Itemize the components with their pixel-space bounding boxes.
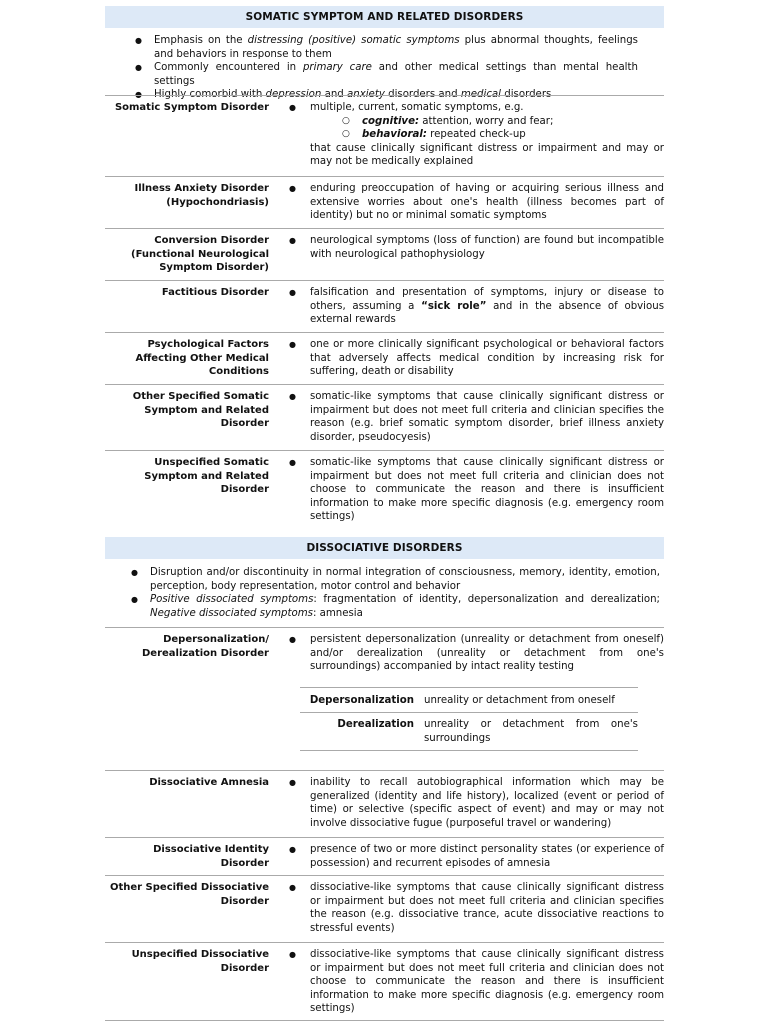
dissociative-section-title: DISSOCIATIVE DISORDERS	[105, 537, 664, 559]
bullet-icon: ●	[289, 635, 296, 644]
somatic-intro	[132, 34, 638, 102]
disorder-definition: multiple, current, somatic symptoms, e.g. ○ cognitive: attention, worry and fear; ○ behavioral: repeated check-up that cause clinically significant distress or impairment and may or may not be medically explained	[310, 101, 664, 169]
divider	[105, 942, 664, 943]
dissociative-intro-item: ● Disruption and/or discontinuity in normal integration of consciousness, memory, identity, emotion, perception, body representation, motor control and behavior	[128, 566, 660, 593]
disorder-term: Unspecified Somatic Symptom and Related Disorder	[144, 457, 269, 496]
disorder-definition: somatic-like symptoms that cause clinically significant distress or impairment but does not meet full criteria and clinician does not choose to communicate the reason and there is insufficient information to make more specific diagnosis (e.g. emergency room settings)	[310, 457, 664, 523]
disorder-term: Unspecified Dissociative Disorder	[131, 949, 269, 974]
divider	[105, 1020, 664, 1021]
bullet-icon: ●	[289, 883, 296, 892]
disorder-term: Psychological Factors Affecting Other Medical Conditions	[135, 339, 269, 378]
bullet-icon: ●	[289, 778, 296, 787]
inner-table-row	[300, 694, 638, 708]
disorder-term: Dissociative Amnesia	[149, 777, 269, 788]
inner-value: unreality or detachment from one's surroundings	[424, 719, 638, 744]
dissociative-intro-item: ● Positive dissociated symptoms: fragmentation of identity, depersonalization and derealization; Negative dissociated symptoms: amnesia	[128, 593, 660, 620]
disorder-term: Other Specified Somatic Symptom and Related Disorder	[132, 391, 269, 430]
disorder-definition: enduring preoccupation of having or acquiring serious illness and extensive worries about one's health (illness becomes part of identity) but no or minimal somatic symptoms	[310, 183, 664, 222]
somatic-intro-item: ● Commonly encountered in primary care and other medical settings than mental health settings	[132, 61, 638, 88]
sub-item: ○ cognitive: attention, worry and fear;	[342, 115, 664, 129]
disorder-term: Somatic Symptom Disorder	[114, 102, 269, 113]
disorder-definition: dissociative-like symptoms that cause clinically significant distress or impairment but does not meet full criteria and clinician does not choose to communicate the reason and there is insufficient information to make more specific diagnosis (e.g. emergency room settings)	[310, 949, 664, 1015]
divider	[105, 875, 664, 876]
divider	[105, 228, 664, 229]
bullet-icon: ●	[289, 845, 296, 854]
sub-item: ○ behavioral: repeated check-up	[342, 128, 664, 142]
bullet-icon: ●	[289, 236, 296, 245]
disorder-definition: presence of two or more distinct personality states (or experience of possession) and recurrent episodes of amnesia	[310, 844, 664, 869]
divider	[105, 770, 664, 771]
bullet-icon: ●	[289, 950, 296, 959]
dissociative-intro	[128, 566, 660, 620]
divider	[105, 95, 664, 96]
bullet-icon: ●	[289, 288, 296, 297]
somatic-section-title: SOMATIC SYMPTOM AND RELATED DISORDERS	[105, 6, 664, 28]
disorder-term: Illness Anxiety Disorder (Hypochondriasis)	[134, 183, 269, 208]
disorder-term: Depersonalization/ Derealization Disorder	[141, 634, 269, 659]
divider	[105, 627, 664, 628]
divider	[105, 332, 664, 333]
disorder-definition: falsification and presentation of symptoms, injury or disease to others, assuming a “sick role” and in the absence of obvious external rewards	[310, 287, 665, 326]
disorder-definition: neurological symptoms (loss of function) are found but incompatible with neurological pathophysiology	[310, 235, 664, 260]
somatic-intro-item: ● Emphasis on the distressing (positive) somatic symptoms plus abnormal thoughts, feelings and behaviors in response to them	[132, 34, 638, 61]
inner-value: unreality or detachment from oneself	[424, 695, 615, 706]
disorder-term: Other Specified Dissociative Disorder	[109, 882, 269, 907]
disorder-definition: one or more clinically significant psychological or behavioral factors that adversely affects medical condition by increasing risk for suffering, death or disability	[310, 339, 664, 378]
somatic-intro-item: ● Highly comorbid with depression and anxiety disorders and medical disorders	[132, 88, 638, 102]
bullet-icon: ●	[289, 458, 296, 467]
disorder-definition: somatic-like symptoms that cause clinically significant distress or impairment but does not meet full criteria and clinician specifies the reason (e.g. brief somatic symptom disorder, brief illness anxiety disorder, pseudocyesis)	[310, 391, 664, 443]
inner-term: Depersonalization	[309, 695, 414, 706]
inner-term: Derealization	[337, 719, 414, 730]
divider	[105, 450, 664, 451]
bullet-icon: ●	[289, 340, 296, 349]
disorder-definition: dissociative-like symptoms that cause clinically significant distress or impairment but does not meet full criteria and clinician specifies the reason (e.g. dissociative trance, acute dissociative reactions to stressful events)	[310, 882, 664, 934]
divider	[105, 280, 664, 281]
inner-table-row	[300, 718, 638, 745]
divider	[105, 384, 664, 385]
disorder-definition: persistent depersonalization (unreality or detachment from oneself) and/or derealization (unreality or detachment from one's surroundings) accompanied by intact reality testing	[310, 634, 664, 673]
disorder-term: Dissociative Identity Disorder	[153, 844, 269, 869]
bullet-icon: ●	[289, 184, 296, 193]
inner-divider	[300, 687, 638, 688]
disorder-term: Factitious Disorder	[161, 287, 269, 298]
inner-divider	[300, 712, 638, 713]
divider	[105, 837, 664, 838]
bullet-icon: ●	[289, 103, 296, 112]
disorder-term: Conversion Disorder (Functional Neurological Symptom Disorder)	[131, 235, 269, 274]
bullet-icon: ●	[289, 392, 296, 401]
inner-divider	[300, 750, 638, 751]
disorder-definition: inability to recall autobiographical information which may be generalized (identity and life history), localized (event or period of time) or selective (specific aspect of event) and may or may not involve dissociative fugue (purposeful travel or wandering)	[310, 777, 664, 829]
divider	[105, 176, 664, 177]
